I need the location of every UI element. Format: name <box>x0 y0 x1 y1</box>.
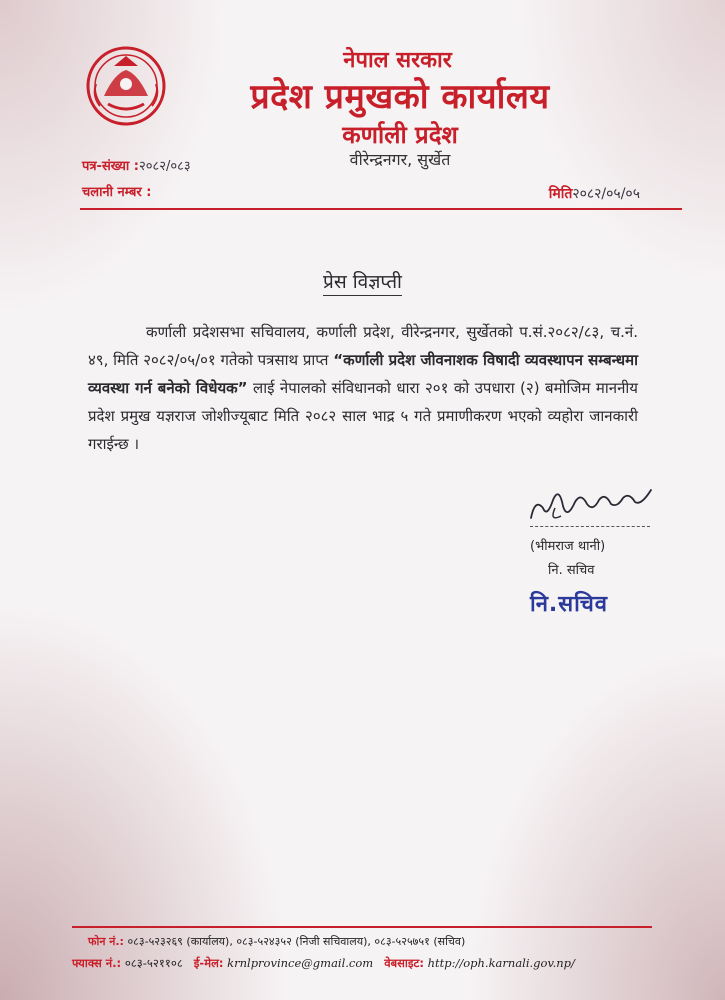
office-name: प्रदेश प्रमुखको कार्यालय <box>250 77 550 117</box>
footer-phone <box>88 934 648 949</box>
phone-value: ०८३-५२३२६९ (कार्यालय), ०८३-५२४३५२ (निजी सचिवालय), ०८३-५२५७५१ (सचिव) <box>127 935 466 948</box>
signatory-name: (भीमराज थानी) <box>530 539 606 554</box>
fax-value: ०८३-५२११०८ <box>124 956 183 970</box>
title-text: प्रेस विज्ञप्ती <box>323 271 402 296</box>
website-label: वेबसाइट: <box>384 956 424 970</box>
letter-body <box>88 318 638 458</box>
email-label: ई-मेल: <box>193 956 224 970</box>
footer-contacts <box>72 956 662 971</box>
province-name: कर्णाली प्रदेश <box>342 121 458 149</box>
office-address: वीरेन्द्रनगर, सुर्खेत <box>349 150 451 169</box>
handwritten-signature <box>525 478 665 528</box>
document-title <box>0 268 725 294</box>
date-label: मिति <box>548 186 573 202</box>
body-part-1: कर्णाली प्रदेशसभा सचिवालय, कर्णाली प्रदेश, वीरेन्द्रनगर, सुर्खेतको प.सं.२०८२/८३, च.नं. ४९, मिति २०८२/०५/०१ गतेको पत्रसाथ प्राप्त <box>88 323 638 369</box>
reference-number <box>82 156 191 174</box>
header-divider <box>80 208 682 210</box>
government-name: नेपाल सरकार <box>343 48 452 73</box>
bill-name: “कर्णाली प्रदेश जीवनाशक विषादी व्यवस्थापन सम्बन्धमा व्यवस्था गर्न बनेको विधेयक” <box>88 351 638 397</box>
phone-label: फोन नं.: <box>88 935 124 948</box>
signature-line <box>530 526 650 527</box>
website-link[interactable]: http://oph.karnali.gov.np/ <box>427 956 575 970</box>
email-value[interactable]: krnlprovince@gmail.com <box>227 956 374 970</box>
letter-date <box>549 184 640 203</box>
date-value: २०८२/०५/०५ <box>572 186 640 202</box>
reference-value: २०८२/०८३ <box>138 159 191 174</box>
reference-label: पत्र-संख्या : <box>82 159 139 174</box>
fax-label: फ्याक्स नं.: <box>72 956 122 970</box>
dispatch-number-label: चलानी नम्बर : <box>82 185 152 200</box>
signatory-designation: नि. सचिव <box>548 563 595 578</box>
footer-divider <box>72 926 652 928</box>
designation-stamp: नि.सचिव <box>530 592 609 617</box>
body-part-2: लाई नेपालको संविधानको धारा २०१ को उपधारा (२) बमोजिम माननीय प्रदेश प्रमुख यज्ञराज जोशीज्यूबाट मिति २०८२ साल भाद्र ५ गते प्रमाणीकरण भएको व्यहोरा जानकारी गराईन्छ । <box>88 379 638 453</box>
